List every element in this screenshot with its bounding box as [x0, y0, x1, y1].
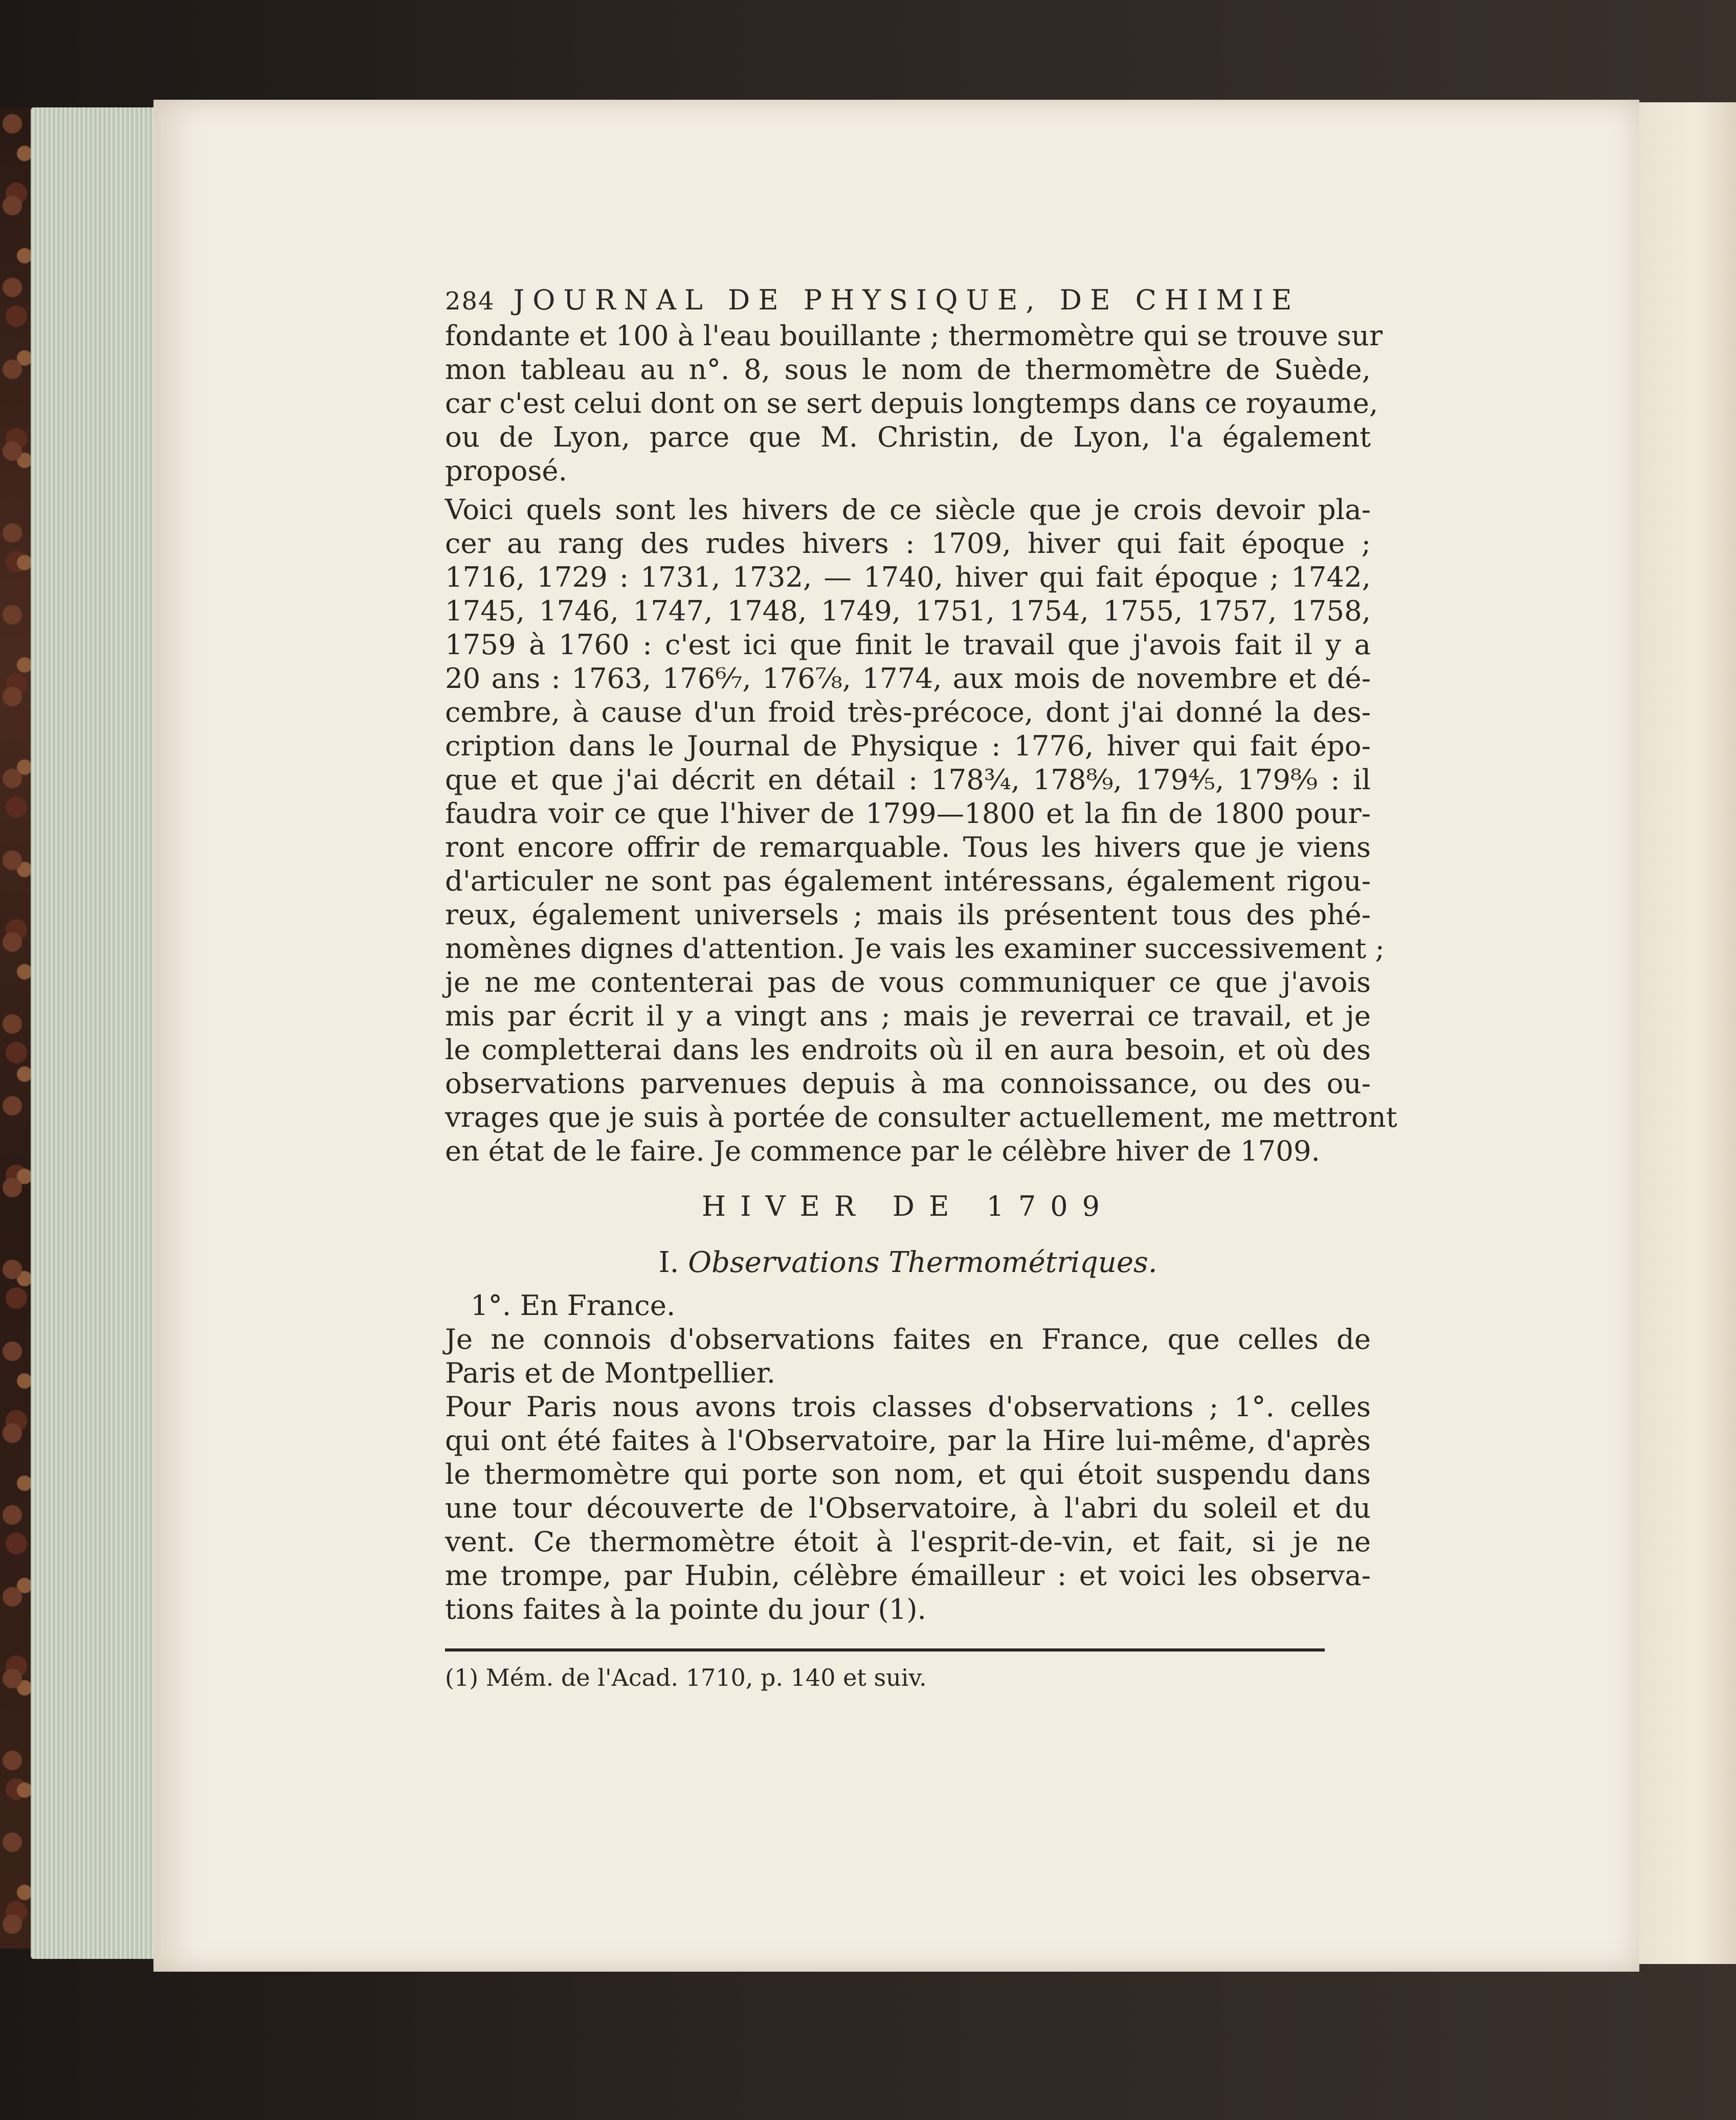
text-line: cer au rang des rudes hivers : 1709, hiver qui fait époque ;	[445, 527, 1371, 560]
text-line: d'articuler ne sont pas également intéressans, également rigou-	[445, 864, 1371, 897]
text-line: qui ont été faites à l'Observatoire, par la Hire lui-même, d'après	[445, 1424, 1371, 1457]
text-line: proposé.	[445, 454, 567, 487]
text-line: Paris et de Montpellier.	[445, 1356, 776, 1389]
text-line: le completterai dans les endroits où il en aura besoin, et où des	[445, 1033, 1371, 1066]
section-paragraphs	[445, 1288, 1371, 1626]
section-heading: HIVER DE 1709	[702, 1190, 1114, 1222]
subheading-number: I.	[658, 1246, 679, 1279]
running-title: JOURNAL DE PHYSIQUE, DE CHIMIE	[513, 284, 1300, 316]
text-line: une tour découverte de l'Observatoire, à l'abri du soleil et du	[445, 1491, 1371, 1524]
facing-page-edge	[1637, 102, 1736, 1964]
text-line: mon tableau au n°. 8, sous le nom de thermomètre de Suède,	[445, 353, 1371, 386]
text-line: cription dans le Journal de Physique : 1776, hiver qui fait épo-	[445, 729, 1371, 762]
text-line: observations parvenues depuis à ma connoissance, ou des ou-	[445, 1067, 1371, 1100]
text-line: reux, également universels ; mais ils présentent tous des phé-	[445, 898, 1371, 931]
text-line: tions faites à la pointe du jour (1).	[445, 1593, 926, 1625]
footnote: (1) Mém. de l'Acad. 1710, p. 140 et suiv.	[445, 1664, 927, 1691]
text-line: 1716, 1729 : 1731, 1732, — 1740, hiver qui fait époque ; 1742,	[445, 561, 1371, 593]
text-line: Pour Paris nous avons trois classes d'observations ; 1°. celles	[445, 1390, 1371, 1423]
page-stack-edge	[31, 107, 159, 1959]
text-line: cembre, à cause d'un froid très-précoce, dont j'ai donné la des-	[445, 696, 1371, 728]
text-line: car c'est celui dont on se sert depuis longtemps dans ce royaume,	[445, 387, 1378, 419]
text-line: 20 ans : 1763, 176⁶⁄₇, 176⁷⁄₈, 1774, aux mois de novembre et dé-	[445, 662, 1371, 695]
text-line: me trompe, par Hubin, célèbre émailleur : et voici les observa-	[445, 1559, 1371, 1592]
page-text-block	[445, 284, 1397, 1695]
subheading-text: Observations Thermométriques.	[688, 1246, 1158, 1279]
text-line: ou de Lyon, parce que M. Christin, de Lyon, l'a également	[445, 420, 1371, 453]
text-line: le thermomètre qui porte son nom, et qui étoit suspendu dans	[445, 1458, 1371, 1490]
subheading	[445, 1237, 1371, 1288]
text-line: vent. Ce thermomètre étoit à l'esprit-de-vin, et fait, si je ne	[445, 1525, 1371, 1558]
page-number: 284	[445, 287, 495, 316]
text-line: ront encore offrir de remarquable. Tous les hivers que je viens	[445, 831, 1371, 863]
body-paragraphs	[445, 319, 1397, 1168]
text-line: en état de le faire. Je commence par le célèbre hiver de 1709.	[445, 1134, 1320, 1167]
text-line: que et que j'ai décrit en détail : 178³⁄₄, 178⁸⁄₉, 179⁴⁄₅, 179⁸⁄₉ : il	[445, 763, 1371, 796]
text-line: fondante et 100 à l'eau bouillante ; thermomètre qui se trouve sur	[445, 319, 1383, 352]
text-line: Voici quels sont les hivers de ce siècle que je crois devoir pla-	[445, 493, 1371, 526]
text-line: 1°. En France.	[471, 1289, 676, 1322]
text-line: je ne me contenterai pas de vous communiquer ce que j'avois	[445, 966, 1371, 998]
footnote-rule	[445, 1648, 1325, 1652]
text-line: nomènes dignes d'attention. Je vais les examiner successivement ;	[445, 932, 1385, 965]
text-line: faudra voir ce que l'hiver de 1799—1800 et la fin de 1800 pour-	[445, 797, 1371, 830]
text-line: 1759 à 1760 : c'est ici que finit le travail que j'avois fait il y a	[445, 628, 1371, 661]
text-line: 1745, 1746, 1747, 1748, 1749, 1751, 1754, 1755, 1757, 1758,	[445, 594, 1371, 627]
running-head	[445, 284, 1371, 319]
text-line: mis par écrit il y a vingt ans ; mais je reverrai ce travail, et je	[445, 999, 1371, 1032]
text-line: Je ne connois d'observations faites en France, que celles de	[445, 1323, 1371, 1355]
text-line: vrages que je suis à portée de consulter actuellement, me mettront	[445, 1101, 1397, 1133]
